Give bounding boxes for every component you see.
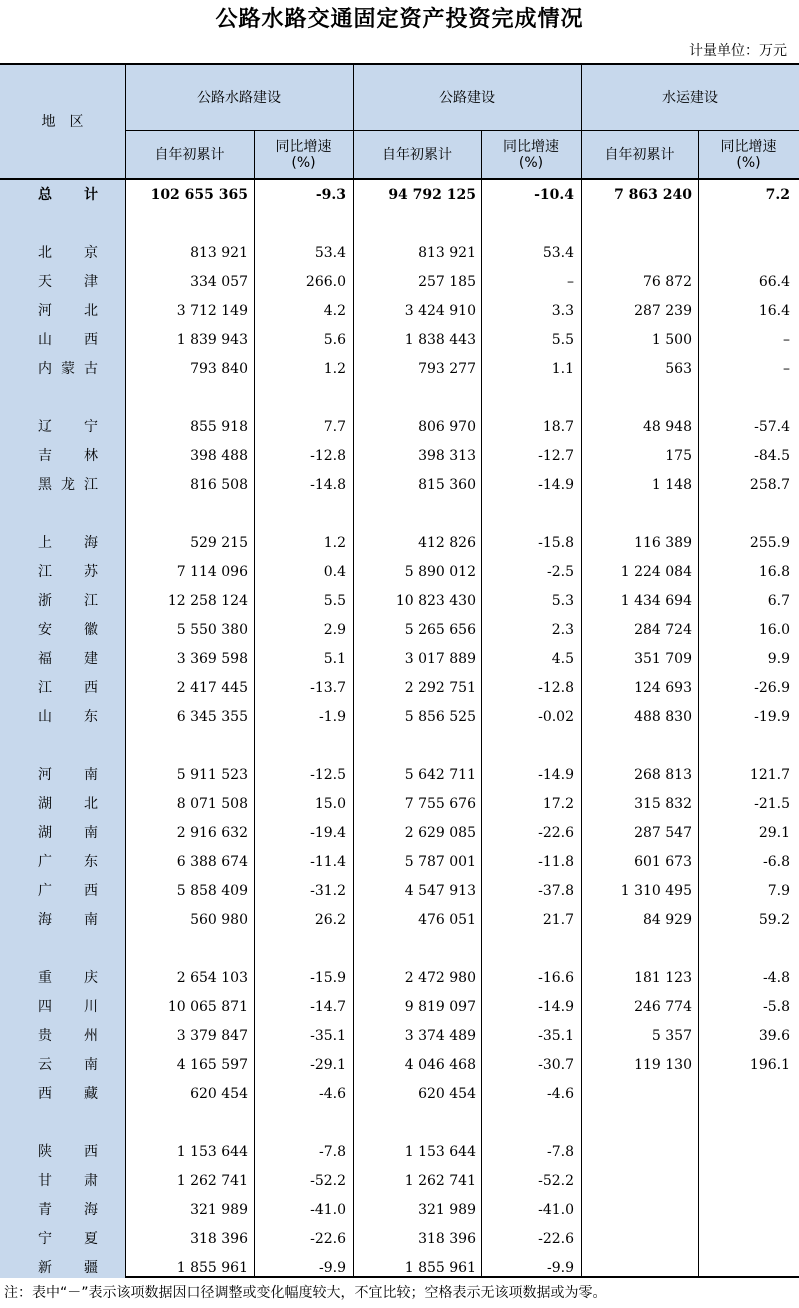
growth-total-cell: -13.7 <box>310 680 346 696</box>
growth-highway-cell: 2.3 <box>551 622 574 638</box>
growth-highway-cell: -37.8 <box>538 883 574 899</box>
cumulative-highway-cell: 3 017 889 <box>404 651 476 667</box>
growth-waterway-cell: 6.7 <box>767 593 790 609</box>
cumulative-total-cell: 7 114 096 <box>176 564 248 580</box>
growth-highway-cell: -7.8 <box>547 1144 574 1160</box>
region-name: 湖 南 <box>38 825 98 841</box>
growth-total-cell: 266.0 <box>305 274 346 290</box>
table-row <box>0 702 799 731</box>
table-row <box>0 1137 799 1166</box>
cumulative-highway-cell: 5 856 525 <box>404 709 476 725</box>
cumulative-waterway-cell: 268 813 <box>634 767 692 783</box>
growth-total-cell: 4.2 <box>323 303 346 319</box>
growth-highway-cell: -4.6 <box>547 1086 574 1102</box>
growth-waterway-cell: 7.2 <box>765 187 790 203</box>
table-row <box>0 992 799 1021</box>
cumulative-total-cell: 6 345 355 <box>176 709 248 725</box>
table-row <box>0 1050 799 1079</box>
cumulative-waterway-cell: 1 500 <box>651 332 692 348</box>
table-row <box>0 876 799 905</box>
cumulative-highway-cell: 321 989 <box>418 1202 476 1218</box>
cumulative-total-cell: 321 989 <box>190 1202 248 1218</box>
growth-total-cell: 15.0 <box>314 796 346 812</box>
header-growth-2: 同比增速 (%) <box>503 138 559 171</box>
table-row <box>0 325 799 354</box>
cumulative-highway-cell: 318 396 <box>418 1231 476 1247</box>
growth-total-cell: -4.6 <box>319 1086 346 1102</box>
cumulative-waterway-cell: 1 434 694 <box>620 593 692 609</box>
growth-total-cell: -1.9 <box>319 709 346 725</box>
cumulative-waterway-cell: 1 224 084 <box>620 564 692 580</box>
growth-waterway-cell: 29.1 <box>758 825 790 841</box>
growth-waterway-cell: 258.7 <box>749 477 790 493</box>
cumulative-total-cell: 1 839 943 <box>176 332 248 348</box>
growth-waterway-cell: 9.9 <box>767 651 790 667</box>
table-row <box>0 1195 799 1224</box>
cumulative-highway-cell: 813 921 <box>418 245 476 261</box>
cumulative-highway-cell: 620 454 <box>418 1086 476 1102</box>
growth-highway-cell: -14.9 <box>538 999 574 1015</box>
table-row <box>0 789 799 818</box>
region-name: 陕 西 <box>38 1144 98 1160</box>
table-row <box>0 470 799 499</box>
region-name: 山 西 <box>38 332 98 348</box>
header-cumulative-2: 自年初累计 <box>382 146 452 163</box>
cumulative-highway-cell: 5 890 012 <box>404 564 476 580</box>
cumulative-highway-cell: 257 185 <box>418 274 476 290</box>
cumulative-waterway-cell: 76 872 <box>643 274 692 290</box>
header-group-waterway: 水运建设 <box>662 89 718 106</box>
cumulative-total-cell: 2 916 632 <box>176 825 248 841</box>
cumulative-waterway-cell: 563 <box>665 361 692 377</box>
region-name: 新 疆 <box>38 1260 98 1276</box>
cumulative-total-cell: 2 654 103 <box>176 970 248 986</box>
table-row <box>0 441 799 470</box>
region-name: 福 建 <box>38 651 98 667</box>
table-row <box>0 847 799 876</box>
cumulative-highway-cell: 7 755 676 <box>404 796 476 812</box>
cumulative-total-cell: 8 071 508 <box>176 796 248 812</box>
cumulative-highway-cell: 1 855 961 <box>404 1260 476 1276</box>
growth-total-cell: 26.2 <box>314 912 346 928</box>
cumulative-total-cell: 3 369 598 <box>176 651 248 667</box>
cumulative-highway-cell: 1 153 644 <box>404 1144 476 1160</box>
cumulative-waterway-cell: 7 863 240 <box>614 187 692 203</box>
growth-waterway-cell: -5.8 <box>763 999 790 1015</box>
growth-highway-cell: -35.1 <box>538 1028 574 1044</box>
growth-highway-cell: 1.1 <box>551 361 574 377</box>
cumulative-total-cell: 102 655 365 <box>150 187 248 203</box>
table-row <box>0 818 799 847</box>
growth-waterway-cell: -84.5 <box>754 448 790 464</box>
cumulative-total-cell: 6 388 674 <box>176 854 248 870</box>
header-cumulative-1: 自年初累计 <box>154 146 225 163</box>
region-name: 安 徽 <box>38 622 98 638</box>
growth-highway-cell: -9.9 <box>547 1260 574 1276</box>
growth-total-cell: -9.3 <box>315 187 346 203</box>
cumulative-total-cell: 5 550 380 <box>176 622 248 638</box>
growth-waterway-cell: 59.2 <box>758 912 790 928</box>
growth-total-cell: -9.9 <box>319 1260 346 1276</box>
growth-waterway-cell: – <box>783 332 790 348</box>
cumulative-highway-cell: 793 277 <box>418 361 476 377</box>
cumulative-waterway-cell: 48 948 <box>643 419 692 435</box>
growth-total-cell: 5.1 <box>323 651 346 667</box>
growth-total-cell: -12.5 <box>310 767 346 783</box>
cumulative-waterway-cell: 284 724 <box>634 622 692 638</box>
cumulative-total-cell: 2 417 445 <box>176 680 248 696</box>
cumulative-total-cell: 3 379 847 <box>176 1028 248 1044</box>
cumulative-highway-cell: 94 792 125 <box>388 187 476 203</box>
cumulative-highway-cell: 9 819 097 <box>404 999 476 1015</box>
region-name: 广 西 <box>38 883 98 899</box>
growth-total-cell: 5.6 <box>323 332 346 348</box>
growth-waterway-cell: 16.4 <box>758 303 790 319</box>
table-row <box>0 586 799 615</box>
cumulative-waterway-cell: 287 239 <box>634 303 692 319</box>
footnote: 注：表中“－”表示该项数据因口径调整或变化幅度较大，不宜比较；空格表示无该项数据或为零。 <box>4 1285 607 1301</box>
growth-total-cell: -31.2 <box>310 883 346 899</box>
region-name: 海 南 <box>38 912 98 928</box>
table-row <box>0 905 799 934</box>
growth-highway-cell: 53.4 <box>542 245 574 261</box>
growth-highway-cell: -14.9 <box>538 767 574 783</box>
growth-total-cell: 2.9 <box>323 622 346 638</box>
cumulative-highway-cell: 806 970 <box>418 419 476 435</box>
region-name: 西 藏 <box>38 1086 98 1102</box>
header-growth-1: 同比增速 (%) <box>275 138 332 171</box>
growth-highway-cell: 21.7 <box>542 912 574 928</box>
cumulative-highway-cell: 1 262 741 <box>404 1173 476 1189</box>
table-row <box>0 760 799 789</box>
cumulative-total-cell: 1 153 644 <box>176 1144 248 1160</box>
growth-highway-cell: – <box>567 274 574 290</box>
cumulative-highway-cell: 412 826 <box>418 535 476 551</box>
growth-total-cell: -12.8 <box>310 448 346 464</box>
growth-waterway-cell: 255.9 <box>749 535 790 551</box>
growth-highway-cell: -14.9 <box>538 477 574 493</box>
cumulative-waterway-cell: 84 929 <box>643 912 692 928</box>
data-table <box>0 63 799 1278</box>
region-name: 云 南 <box>38 1057 98 1073</box>
growth-waterway-cell: -26.9 <box>754 680 790 696</box>
growth-highway-cell: 4.5 <box>551 651 574 667</box>
growth-highway-cell: -12.7 <box>538 448 574 464</box>
table-row <box>0 673 799 702</box>
growth-highway-cell: -11.8 <box>538 854 574 870</box>
cumulative-total-cell: 1 262 741 <box>176 1173 248 1189</box>
cumulative-highway-cell: 5 265 656 <box>404 622 476 638</box>
cumulative-waterway-cell: 1 310 495 <box>620 883 692 899</box>
growth-waterway-cell: -6.8 <box>763 854 790 870</box>
region-name: 黑龙江 <box>38 477 98 493</box>
cumulative-highway-cell: 4 547 913 <box>404 883 476 899</box>
growth-waterway-cell: 7.9 <box>767 883 790 899</box>
region-name: 重 庆 <box>38 970 98 986</box>
region-name: 湖 北 <box>38 796 98 812</box>
region-name: 内蒙古 <box>38 361 98 377</box>
growth-highway-cell: 18.7 <box>542 419 574 435</box>
cumulative-waterway-cell: 488 830 <box>634 709 692 725</box>
region-name: 甘 肃 <box>38 1173 98 1189</box>
growth-total-cell: -14.8 <box>310 477 346 493</box>
cumulative-total-cell: 4 165 597 <box>176 1057 248 1073</box>
cumulative-highway-cell: 1 838 443 <box>404 332 476 348</box>
cumulative-total-cell: 813 921 <box>190 245 248 261</box>
growth-highway-cell: -2.5 <box>547 564 574 580</box>
cumulative-highway-cell: 476 051 <box>418 912 476 928</box>
growth-highway-cell: -0.02 <box>538 709 574 725</box>
cumulative-highway-cell: 815 360 <box>418 477 476 493</box>
region-name: 四 川 <box>38 999 98 1015</box>
growth-total-cell: -22.6 <box>310 1231 346 1247</box>
cumulative-total-cell: 1 855 961 <box>176 1260 248 1276</box>
growth-highway-cell: -15.8 <box>538 535 574 551</box>
unit-label: 计量单位：万元 <box>689 43 787 59</box>
region-name: 天 津 <box>38 274 98 290</box>
growth-total-cell: -7.8 <box>319 1144 346 1160</box>
cumulative-total-cell: 398 488 <box>190 448 248 464</box>
growth-highway-cell: -10.4 <box>534 187 574 203</box>
cumulative-total-cell: 560 980 <box>190 912 248 928</box>
growth-highway-cell: -22.6 <box>538 825 574 841</box>
region-name: 青 海 <box>38 1202 98 1218</box>
header-group-highway: 公路建设 <box>439 89 495 106</box>
cumulative-highway-cell: 398 313 <box>418 448 476 464</box>
cumulative-waterway-cell: 601 673 <box>634 854 692 870</box>
table-row <box>0 557 799 586</box>
growth-total-cell: 7.7 <box>323 419 346 435</box>
growth-waterway-cell: -4.8 <box>763 970 790 986</box>
page-title: 公路水路交通固定资产投资完成情况 <box>215 7 584 32</box>
table-row <box>0 1079 799 1108</box>
growth-total-cell: 0.4 <box>323 564 346 580</box>
growth-total-cell: 1.2 <box>323 361 346 377</box>
region-name: 上 海 <box>38 535 98 551</box>
growth-waterway-cell: – <box>783 361 790 377</box>
region-name: 宁 夏 <box>38 1231 98 1247</box>
table-row <box>0 528 799 557</box>
growth-total-cell: -19.4 <box>310 825 346 841</box>
growth-waterway-cell: -19.9 <box>754 709 790 725</box>
cumulative-total-cell: 529 215 <box>190 535 248 551</box>
growth-highway-cell: 5.5 <box>551 332 574 348</box>
cumulative-total-cell: 620 454 <box>190 1086 248 1102</box>
growth-highway-cell: -16.6 <box>538 970 574 986</box>
cumulative-waterway-cell: 1 148 <box>651 477 692 493</box>
growth-highway-cell: -22.6 <box>538 1231 574 1247</box>
cumulative-highway-cell: 10 823 430 <box>395 593 476 609</box>
cumulative-total-cell: 12 258 124 <box>167 593 248 609</box>
cumulative-waterway-cell: 315 832 <box>634 796 692 812</box>
growth-waterway-cell: 66.4 <box>758 274 790 290</box>
table-row <box>0 615 799 644</box>
header-group-highway-waterway: 公路水路建设 <box>197 89 281 106</box>
cumulative-total-cell: 816 508 <box>190 477 248 493</box>
cumulative-highway-cell: 2 472 980 <box>404 970 476 986</box>
cumulative-total-cell: 3 712 149 <box>176 303 248 319</box>
cumulative-waterway-cell: 5 357 <box>651 1028 692 1044</box>
cumulative-highway-cell: 3 424 910 <box>404 303 476 319</box>
cumulative-total-cell: 10 065 871 <box>167 999 248 1015</box>
growth-highway-cell: -30.7 <box>538 1057 574 1073</box>
region-name: 吉 林 <box>38 448 98 464</box>
cumulative-total-cell: 5 858 409 <box>176 883 248 899</box>
growth-highway-cell: -52.2 <box>538 1173 574 1189</box>
growth-total-cell: -41.0 <box>310 1202 346 1218</box>
table-row <box>0 354 799 383</box>
growth-waterway-cell: -21.5 <box>754 796 790 812</box>
cumulative-waterway-cell: 116 389 <box>634 535 692 551</box>
cumulative-waterway-cell: 287 547 <box>634 825 692 841</box>
cumulative-highway-cell: 3 374 489 <box>404 1028 476 1044</box>
region-name: 广 东 <box>38 854 98 870</box>
table-row <box>0 1224 799 1253</box>
growth-total-cell: -11.4 <box>310 854 346 870</box>
growth-highway-cell: 17.2 <box>542 796 574 812</box>
region-name: 山 东 <box>38 709 98 725</box>
growth-highway-cell: -41.0 <box>538 1202 574 1218</box>
table-row <box>0 1166 799 1195</box>
growth-waterway-cell: -57.4 <box>754 419 790 435</box>
cumulative-highway-cell: 4 046 468 <box>404 1057 476 1073</box>
table-row <box>0 267 799 296</box>
growth-waterway-cell: 121.7 <box>749 767 790 783</box>
growth-total-cell: 53.4 <box>314 245 346 261</box>
growth-total-cell: -14.7 <box>310 999 346 1015</box>
cumulative-total-cell: 5 911 523 <box>176 767 248 783</box>
cumulative-waterway-cell: 119 130 <box>634 1057 692 1073</box>
region-name: 北 京 <box>38 245 98 261</box>
region-name: 江 苏 <box>38 564 98 580</box>
table-row-total <box>0 180 799 209</box>
growth-waterway-cell: 39.6 <box>758 1028 790 1044</box>
growth-highway-cell: 5.3 <box>551 593 574 609</box>
cumulative-waterway-cell: 181 123 <box>634 970 692 986</box>
table-row <box>0 1021 799 1050</box>
cumulative-waterway-cell: 351 709 <box>634 651 692 667</box>
header-region: 地 区 <box>41 114 84 130</box>
table-row <box>0 963 799 992</box>
growth-total-cell: 5.5 <box>323 593 346 609</box>
table-row <box>0 644 799 673</box>
region-name: 浙 江 <box>38 593 98 609</box>
region-name: 总 计 <box>38 187 98 203</box>
table-row <box>0 1253 799 1282</box>
growth-waterway-cell: 196.1 <box>749 1057 790 1073</box>
growth-total-cell: -35.1 <box>310 1028 346 1044</box>
table-body <box>0 65 799 1276</box>
growth-total-cell: -29.1 <box>310 1057 346 1073</box>
growth-waterway-cell: 16.8 <box>758 564 790 580</box>
cumulative-total-cell: 855 918 <box>190 419 248 435</box>
cumulative-total-cell: 793 840 <box>190 361 248 377</box>
cumulative-waterway-cell: 175 <box>665 448 692 464</box>
table-row <box>0 238 799 267</box>
region-name: 河 南 <box>38 767 98 783</box>
header-cumulative-3: 自年初累计 <box>604 146 675 163</box>
cumulative-waterway-cell: 246 774 <box>634 999 692 1015</box>
table-row <box>0 296 799 325</box>
region-name: 河 北 <box>38 303 98 319</box>
growth-waterway-cell: 16.0 <box>758 622 790 638</box>
cumulative-highway-cell: 2 629 085 <box>404 825 476 841</box>
cumulative-waterway-cell: 124 693 <box>634 680 692 696</box>
cumulative-highway-cell: 5 642 711 <box>404 767 476 783</box>
cumulative-total-cell: 334 057 <box>190 274 248 290</box>
cumulative-highway-cell: 5 787 001 <box>404 854 476 870</box>
table-row <box>0 412 799 441</box>
growth-highway-cell: -12.8 <box>538 680 574 696</box>
region-name: 辽 宁 <box>38 419 98 435</box>
region-name: 贵 州 <box>38 1028 98 1044</box>
growth-total-cell: -52.2 <box>310 1173 346 1189</box>
cumulative-total-cell: 318 396 <box>190 1231 248 1247</box>
growth-total-cell: -15.9 <box>310 970 346 986</box>
cumulative-highway-cell: 2 292 751 <box>404 680 476 696</box>
region-name: 江 西 <box>38 680 98 696</box>
growth-total-cell: 1.2 <box>323 535 346 551</box>
growth-highway-cell: 3.3 <box>551 303 574 319</box>
header-growth-3: 同比增速 (%) <box>720 138 777 171</box>
